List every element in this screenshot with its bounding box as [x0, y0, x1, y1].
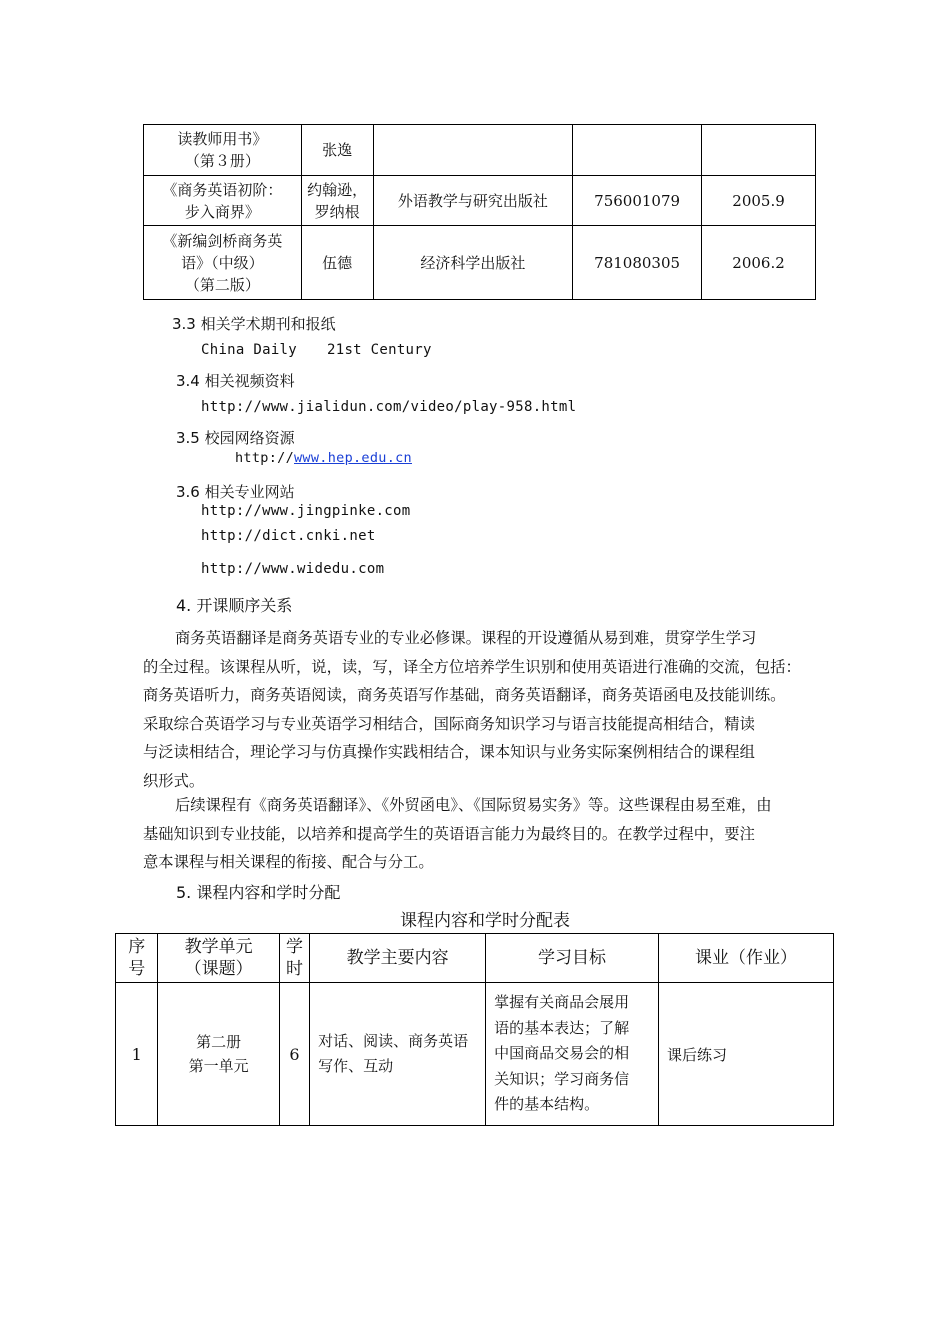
- book-publisher-cell: 经济科学出版社: [373, 226, 573, 300]
- book-author-cell: 约翰逊， 罗纳根: [301, 176, 373, 226]
- book-title-cell: 《商务英语初阶： 步入商界》: [144, 176, 302, 226]
- url-prefix: http://: [235, 450, 294, 466]
- book-date-cell: 2006.2: [702, 226, 816, 300]
- campus-resource-url: [235, 450, 412, 466]
- book-title-cell: 《新编剑桥商务英 语》（中级） （第二版）: [144, 226, 302, 300]
- section-heading-4: 4. 开课顺序关系: [176, 596, 293, 615]
- section-heading-3-3: 3.3 相关学术期刊和报纸: [172, 315, 336, 333]
- header-content: 教学主要内容: [310, 934, 486, 983]
- website-url: http://www.jingpinke.com: [201, 503, 411, 519]
- header-unit: 教学单元 （课题）: [158, 934, 279, 983]
- book-author-cell: 伍德: [301, 226, 373, 300]
- table-row: [116, 983, 834, 1126]
- table-row: [144, 176, 816, 226]
- journal-21st-century: 21st Century: [327, 342, 432, 358]
- row-unit: 第二册 第一单元: [158, 983, 279, 1126]
- hep-link[interactable]: www.hep.edu.cn: [294, 450, 412, 466]
- table-row: [144, 226, 816, 300]
- header-goal: 学习目标: [486, 934, 659, 983]
- row-goal: 掌握有关商品会展用 语的基本表达；了解 中国商品交易会的相 关知识；学习商务信 件的基本结构。: [486, 983, 659, 1126]
- book-isbn-cell: 781080305: [573, 226, 702, 300]
- book-isbn-cell: 756001079: [573, 176, 702, 226]
- book-date-cell: [702, 125, 816, 176]
- row-homework: 课后练习: [659, 983, 834, 1126]
- video-url: http://www.jialidun.com/video/play-958.html: [201, 399, 577, 415]
- book-table: [143, 124, 816, 300]
- book-author-cell: 张逸: [301, 125, 373, 176]
- book-isbn-cell: [573, 125, 702, 176]
- section-heading-5: 5. 课程内容和学时分配: [176, 883, 341, 902]
- header-hours: 学 时: [279, 934, 309, 983]
- section-heading-3-5: 3.5 校园网络资源: [176, 429, 295, 447]
- paragraph-course-order: 商务英语翻译是商务英语专业的专业必修课。课程的开设遵循从易到难，贯穿学生学习 的全过程。该课程从听，说，读，写，译全方位培养学生识别和使用英语进行准确的交流，包括： 商务英语听力，商务英语阅读，商务英语写作基础，商务英语翻译，商务英语函电及技能训练。 采取综合英语学习与专业英语学习相结合，国际商务知识学习与语言技能提高相结合，精读 与泛读相结合，理论学习与仿真操作实践相结合，课本知识与业务实际案例相结合的课程组 织形式。: [143, 629, 801, 790]
- header-homework: 课业（作业）: [659, 934, 834, 983]
- section-heading-3-4: 3.4 相关视频资料: [176, 372, 295, 390]
- book-publisher-cell: 外语教学与研究出版社: [373, 176, 573, 226]
- book-publisher-cell: [373, 125, 573, 176]
- book-title-cell: 读教师用书》 （第３册）: [144, 125, 302, 176]
- table-title: 课程内容和学时分配表: [400, 911, 570, 931]
- book-date-cell: 2005.9: [702, 176, 816, 226]
- row-content: 对话、阅读、商务英语 写作、互动: [310, 983, 486, 1126]
- row-hours: 6: [279, 983, 309, 1126]
- website-url: http://www.widedu.com: [201, 561, 385, 577]
- table-header-row: [116, 934, 834, 983]
- paragraph-follow-up-courses: 后续课程有《商务英语翻译》、《外贸函电》、《国际贸易实务》等。这些课程由易至难，由 基础知识到专业技能，以培养和提高学生的英语语言能力为最终目的。在教学过程中，要注 意本课程与相关课程的衔接、配合与分工。: [143, 796, 772, 871]
- header-no: 序 号: [116, 934, 158, 983]
- content-table: [115, 933, 834, 1126]
- table-row: [144, 125, 816, 176]
- website-url: http://dict.cnki.net: [201, 528, 376, 544]
- section-heading-3-6: 3.6 相关专业网站: [176, 483, 295, 501]
- journal-china-daily: China Daily: [201, 342, 298, 358]
- row-no: 1: [116, 983, 158, 1126]
